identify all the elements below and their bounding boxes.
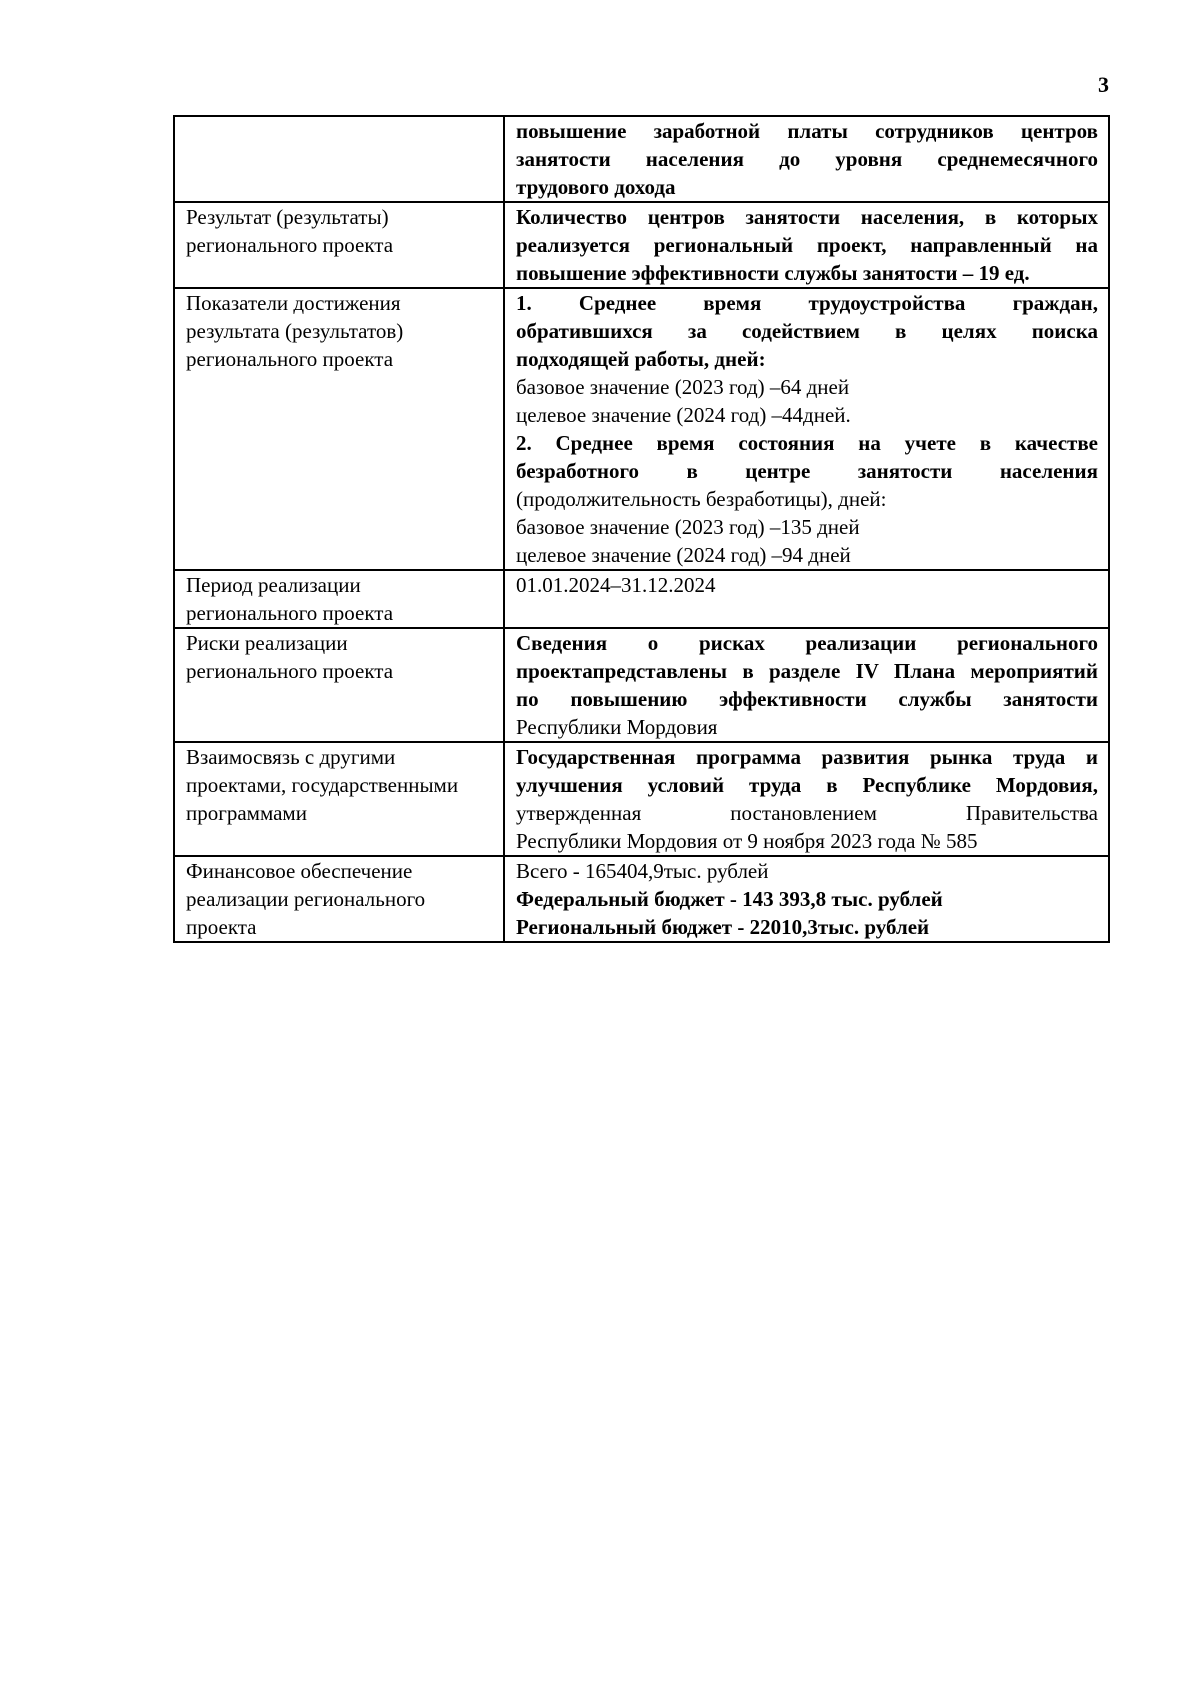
content-line: улучшения условий труда в Республике Мордовия, <box>516 773 1098 797</box>
label-line: Финансовое обеспечение <box>186 859 413 883</box>
content-line: занятости населения до уровня среднемесячного <box>516 147 1098 171</box>
row-content-results <box>504 202 1109 288</box>
content-line: целевое значение (2024 год) –94 дней <box>516 543 851 567</box>
row-content-goal-continuation <box>504 116 1109 202</box>
label-line: регионального проекта <box>186 233 394 257</box>
row-content-indicators <box>504 288 1109 570</box>
label-line: Результат (результаты) <box>186 205 389 229</box>
label-line: Показатели достижения <box>186 291 401 315</box>
label-line: программами <box>186 801 307 825</box>
row-content-financing <box>504 856 1109 942</box>
content-line: безработного в центре занятости населения <box>516 459 1098 483</box>
row-label-period <box>174 570 504 628</box>
label-line: проектами, государственными <box>186 773 459 797</box>
row-label-empty <box>174 116 504 202</box>
label-line: Период реализации <box>186 573 361 597</box>
content-line: трудового дохода <box>516 175 676 199</box>
table-row-continuation <box>174 116 1109 202</box>
content-line: Государственная программа развития рынка труда и <box>516 745 1098 769</box>
label-line: проекта <box>186 915 257 939</box>
content-line: 01.01.2024–31.12.2024 <box>516 573 716 597</box>
content-line: Сведения о рисках реализации регионального <box>516 631 1098 655</box>
row-label-indicators <box>174 288 504 570</box>
content-line: Всего - 165404,9тыс. рублей <box>516 859 769 883</box>
label-line: реализации регионального <box>186 887 426 911</box>
content-line: 1. Среднее время трудоустройства граждан, <box>516 291 1098 315</box>
content-line: проектапредставлены в разделе IV Плана мероприятий <box>516 659 1098 683</box>
table-row-financing <box>174 856 1109 942</box>
content-line: реализуется региональный проект, направленный на <box>516 233 1098 257</box>
page-number: 3 <box>1098 72 1109 97</box>
label-line: результата (результатов) <box>186 319 404 343</box>
content-line: целевое значение (2024 год) –44дней. <box>516 403 851 427</box>
table-row-indicators <box>174 288 1109 570</box>
content-line: Количество центров занятости населения, в которых <box>516 205 1098 229</box>
content-line: Региональный бюджет - 22010,3тыс. рублей <box>516 915 930 939</box>
row-label-risks <box>174 628 504 742</box>
label-line: регионального проекта <box>186 601 394 625</box>
row-label-relationship <box>174 742 504 856</box>
content-line: повышение эффективности службы занятости – 19 ед. <box>516 261 1030 285</box>
row-label-results <box>174 202 504 288</box>
label-line: Взаимосвязь с другими <box>186 745 396 769</box>
content-line: утвержденная постановлением Правительства <box>516 801 1098 825</box>
content-line: по повышению эффективности службы занятости <box>516 687 1098 711</box>
content-line: Республики Мордовия от 9 ноября 2023 года № 585 <box>516 829 978 853</box>
label-line: регионального проекта <box>186 659 394 683</box>
content-line: базовое значение (2023 год) –135 дней <box>516 515 860 539</box>
content-line: повышение заработной платы сотрудников центров <box>516 119 1098 143</box>
content-line: базовое значение (2023 год) –64 дней <box>516 375 850 399</box>
content-line: Республики Мордовия <box>516 715 718 739</box>
row-content-period <box>504 570 1109 628</box>
content-line: подходящей работы, дней: <box>516 347 766 371</box>
content-line: (продолжительность безработицы), дней: <box>516 487 887 511</box>
row-label-financing <box>174 856 504 942</box>
content-line: 2. Среднее время состояния на учете в качестве <box>516 431 1098 455</box>
content-line: обратившихся за содействием в целях поиска <box>516 319 1098 343</box>
row-content-risks <box>504 628 1109 742</box>
table-row-period <box>174 570 1109 628</box>
content-line: Федеральный бюджет - 143 393,8 тыс. рублей <box>516 887 943 911</box>
table-row-risks <box>174 628 1109 742</box>
table-row-results <box>174 202 1109 288</box>
table-row-relationship <box>174 742 1109 856</box>
row-content-relationship <box>504 742 1109 856</box>
project-passport-table <box>173 115 1110 943</box>
label-line: регионального проекта <box>186 347 394 371</box>
label-line: Риски реализации <box>186 631 348 655</box>
